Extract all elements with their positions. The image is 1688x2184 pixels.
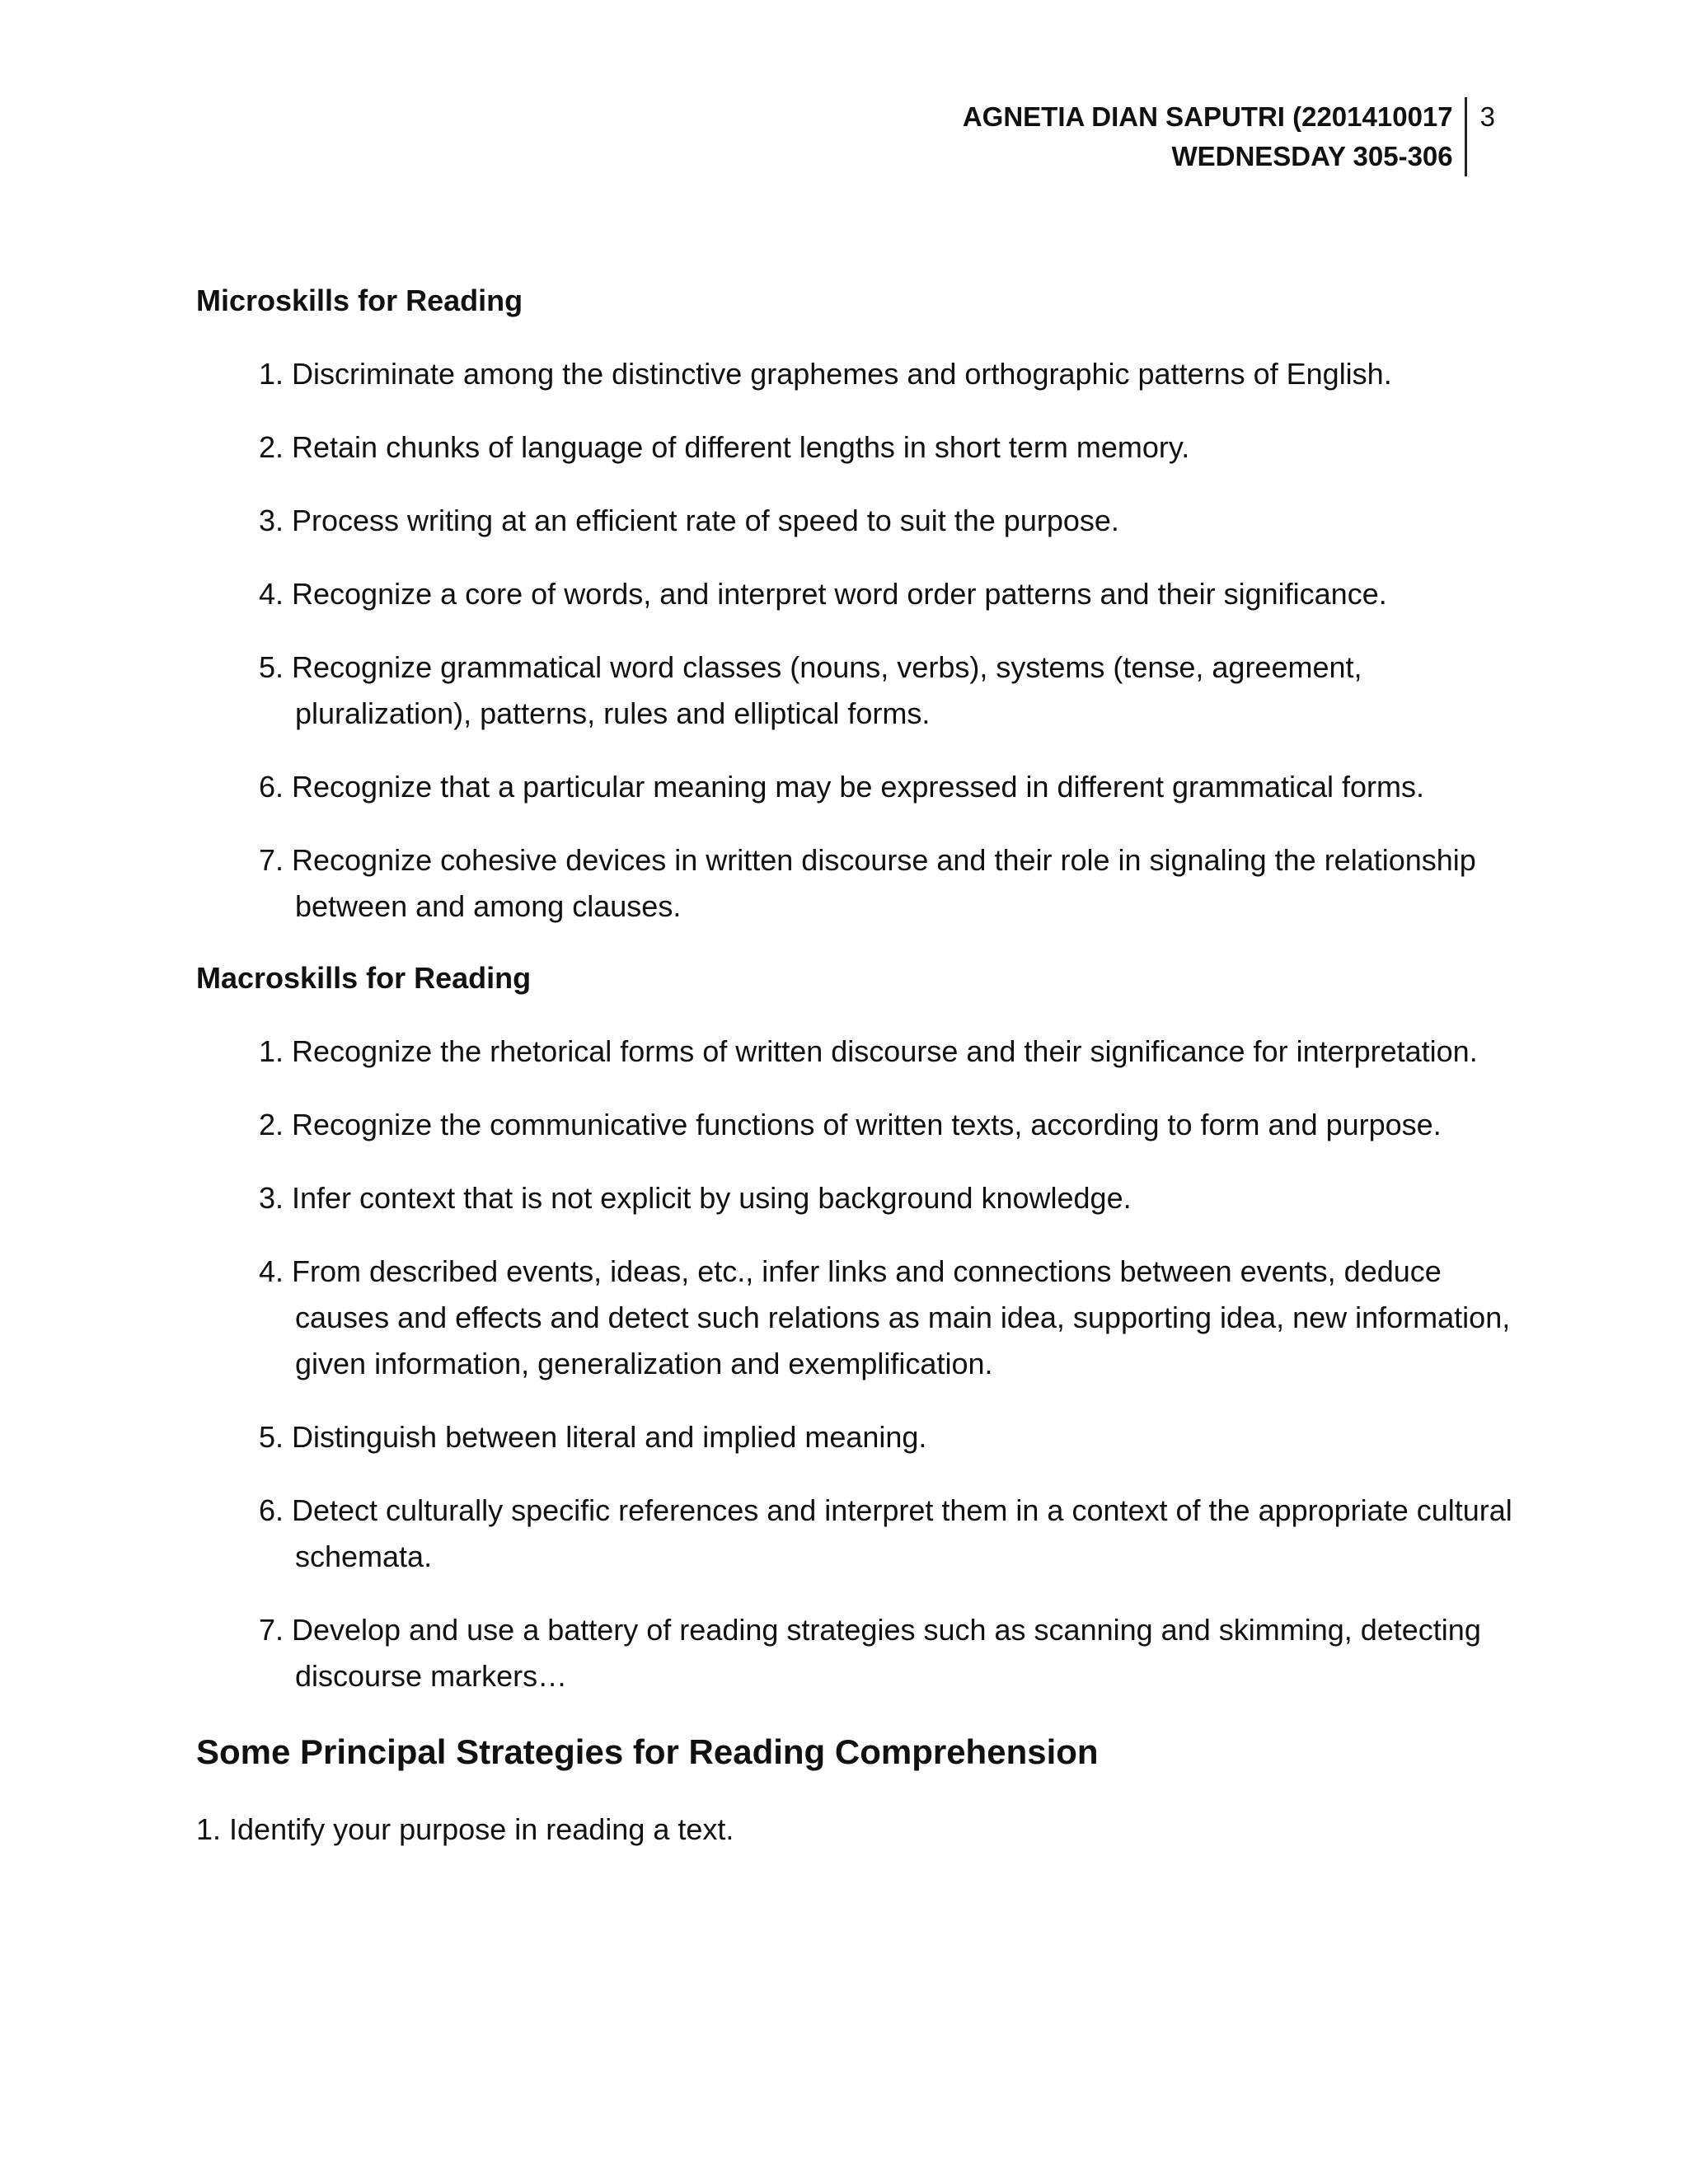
page-number: 3: [1479, 101, 1495, 132]
list-item-text: Recognize grammatical word classes (nouns, verbs), systems (tense, agreement, pluralization), patterns, rules and elliptical forms.: [292, 650, 1362, 730]
list-item-text: Discriminate among the distinctive graphemes and orthographic patterns of English.: [292, 357, 1392, 391]
list-item-number: 7.: [259, 843, 284, 877]
list-item-text: Recognize that a particular meaning may be expressed in different grammatical forms.: [292, 770, 1424, 804]
list-item-text: Recognize the communicative functions of written texts, according to form and purpose.: [292, 1108, 1442, 1141]
list-item-text: Recognize a core of words, and interpret word order patterns and their significance.: [292, 577, 1387, 611]
list-item: [259, 1175, 1515, 1221]
list-item-number: 2.: [259, 1108, 284, 1141]
list-item-number: 4.: [259, 577, 284, 611]
list-item: [259, 498, 1515, 544]
list-item: [259, 1029, 1515, 1075]
microskills-list: [196, 351, 1515, 930]
macroskills-list: [196, 1029, 1515, 1699]
list-item-text: Recognize cohesive devices in written discourse and their role in signaling the relationship between and among clauses.: [292, 843, 1476, 923]
document-body: [196, 280, 1515, 1853]
list-item-number: 1.: [259, 357, 284, 391]
list-item-text: Detect culturally specific references and interpret them in a context of the appropriate cultural schemata.: [292, 1493, 1512, 1573]
page-header: [963, 97, 1495, 176]
header-class-line: WEDNESDAY 305-306: [1171, 141, 1453, 171]
list-item: [259, 1102, 1515, 1148]
macroskills-heading: Macroskills for Reading: [196, 961, 532, 995]
list-item-number: 3.: [259, 504, 284, 537]
list-item: [259, 1249, 1515, 1387]
list-item: [259, 1607, 1515, 1699]
list-item-number: 5.: [259, 650, 284, 684]
list-item-number: 2.: [259, 430, 284, 464]
list-item-text: From described events, ideas, etc., infer links and connections between events, deduce causes and effects and detect such relations as main idea, supporting idea, new information, given information, generalization and exemplification.: [292, 1254, 1511, 1380]
strategies-heading: Some Principal Strategies for Reading Comprehension: [196, 1732, 1099, 1771]
list-item-text: Distinguish between literal and implied meaning.: [292, 1420, 927, 1454]
list-item-number: 4.: [259, 1254, 284, 1288]
header-author-block: [963, 97, 1467, 176]
microskills-heading: Microskills for Reading: [196, 284, 523, 317]
list-item: [259, 351, 1515, 397]
list-item-number: 3.: [259, 1181, 284, 1215]
list-item-text: Infer context that is not explicit by using background knowledge.: [292, 1181, 1132, 1215]
list-item-number: 6.: [259, 1493, 284, 1527]
list-item-text: Retain chunks of language of different lengths in short term memory.: [292, 430, 1190, 464]
list-item: [259, 424, 1515, 471]
list-item-text: Develop and use a battery of reading strategies such as scanning and skimming, detecting discourse markers…: [292, 1613, 1481, 1693]
list-item-number: 7.: [259, 1613, 284, 1647]
list-item: [259, 837, 1515, 930]
list-item: [259, 1414, 1515, 1460]
list-item: [259, 764, 1515, 810]
strategy-item: 1. Identify your purpose in reading a text.: [196, 1812, 734, 1846]
list-item-number: 5.: [259, 1420, 284, 1454]
list-item-number: 6.: [259, 770, 284, 804]
list-item-text: Recognize the rhetorical forms of written discourse and their significance for interpretation.: [292, 1034, 1478, 1068]
list-item-number: 1.: [259, 1034, 284, 1068]
list-item: [259, 1488, 1515, 1580]
list-item: [259, 644, 1515, 737]
list-item: [259, 571, 1515, 617]
header-name-line: AGNETIA DIAN SAPUTRI (2201410017: [962, 101, 1453, 132]
list-item-text: Process writing at an efficient rate of speed to suit the purpose.: [292, 504, 1119, 537]
